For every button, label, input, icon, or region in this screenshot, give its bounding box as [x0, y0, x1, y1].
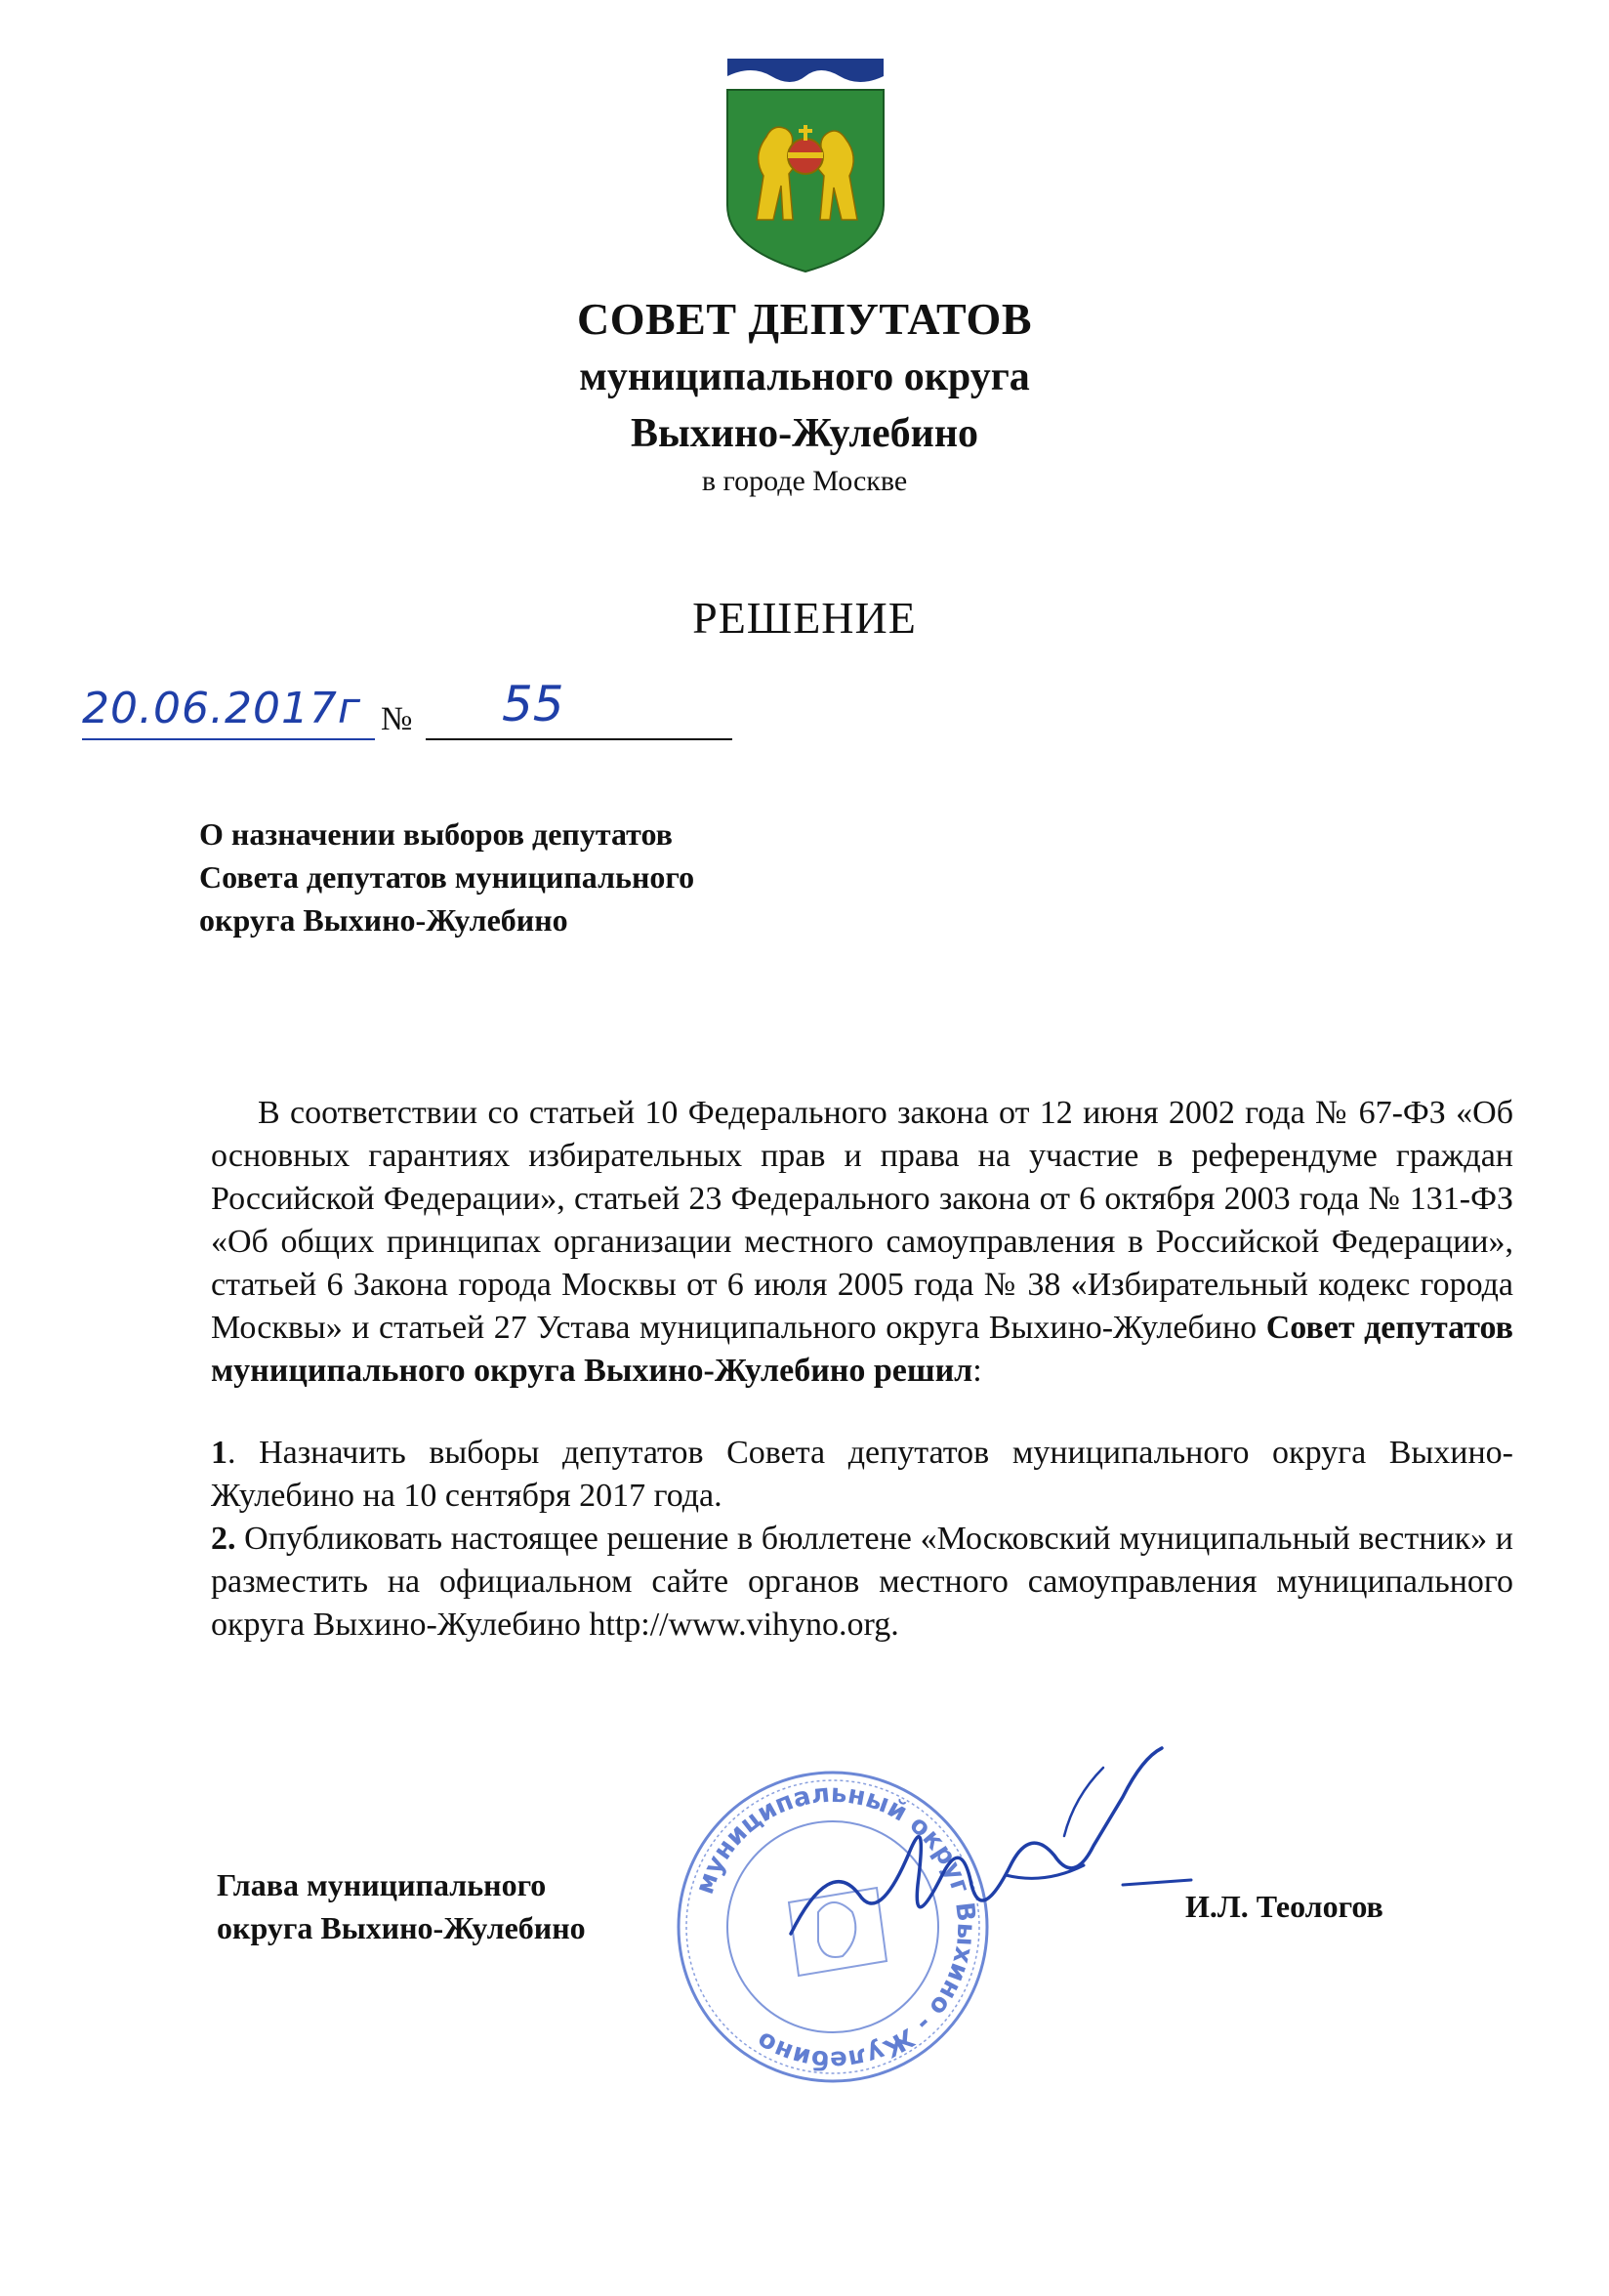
date-number-line	[82, 676, 658, 742]
preamble-paragraph	[211, 1092, 1513, 1393]
date-underline	[82, 738, 375, 740]
org-subtitle: муниципального округа	[579, 355, 1030, 399]
item-number: 1	[211, 1435, 227, 1471]
coat-of-arms-icon	[713, 59, 898, 273]
number-label: №	[381, 701, 413, 737]
decision-item-2	[211, 1518, 1513, 1647]
signatory-position-line: Глава муниципального	[217, 1867, 547, 1902]
decision-item-1	[211, 1432, 1513, 1518]
document-subject	[199, 813, 844, 941]
signatory-position-line: округа Выхино-Жулебино	[217, 1910, 586, 1945]
subject-line: Совета депутатов муниципального	[199, 859, 695, 895]
number-underline	[426, 738, 732, 740]
item-number: 2.	[211, 1521, 236, 1557]
subject-line: О назначении выборов депутатов	[199, 816, 673, 852]
document-number: 55	[502, 676, 564, 732]
org-city: в городе Москве	[701, 465, 908, 497]
signatory-position	[217, 1863, 586, 1949]
subject-line: округа Выхино-Жулебино	[199, 902, 568, 938]
preamble-text: В соответствии со статьей 10 Федерального закона от 12 июня 2002 года № 67-ФЗ «Об основных гарантиях избирательных прав и права на участие в референдуме граждан Российской Федерации», статьей 23 Федерального закона от 6 октября 2003 года № 131-ФЗ «Об общих принципах организации местного самоуправления в Российской Федерации», статьей 6 Закона города Москвы от 6 июля 2005 года № 38 «Избирательный кодекс города Москвы» и статьей 27 Устава муниципального округа Выхино-Жулебино	[211, 1095, 1513, 1346]
org-title: СОВЕТ ДЕПУТАТОВ	[576, 294, 1033, 344]
item-text: Опубликовать настоящее решение в бюллетене «Московский муниципальный вестник» и разместить на официальном сайте органов местного самоуправления муниципального округа Выхино-Жулебино http://www.vihyno.org.	[211, 1521, 1513, 1643]
item-text: . Назначить выборы депутатов Совета депутатов муниципального округа Выхино-Жулебино на 10 сентября 2017 года.	[211, 1435, 1513, 1514]
document-date: 20.06.2017г	[82, 684, 362, 733]
org-district: Выхино-Жулебино	[630, 411, 979, 456]
preamble-colon: :	[972, 1353, 982, 1389]
document-body	[211, 1092, 1513, 1647]
seal-text: муниципальный округ Выхино - Жулебино	[689, 1778, 981, 2075]
handwritten-signature-icon	[771, 1738, 1201, 1992]
preamble-decision: Совет депутатов муниципального округа Выхино-Жулебино решил	[211, 1310, 1513, 1389]
signatory-name: И.Л. Теологов	[1185, 1889, 1383, 1924]
document-type: РЕШЕНИЕ	[692, 593, 917, 643]
